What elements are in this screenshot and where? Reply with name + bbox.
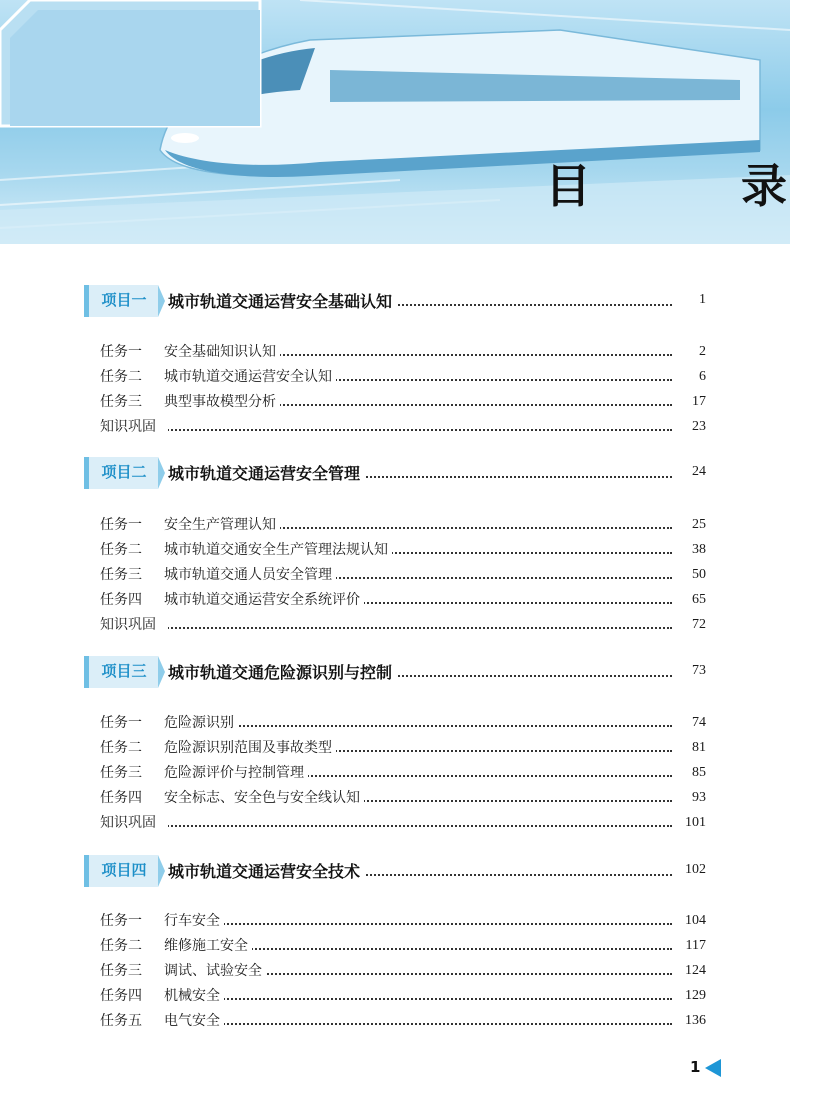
toc-entry[interactable] bbox=[100, 960, 706, 982]
project-title: 城市轨道交通运营安全技术 bbox=[168, 859, 364, 882]
toc-entry[interactable] bbox=[100, 910, 706, 932]
project-badge bbox=[84, 285, 158, 317]
task-number: 任务二 bbox=[100, 740, 142, 756]
page-number: 117 bbox=[674, 935, 706, 957]
toc-entry[interactable] bbox=[100, 614, 706, 636]
toc-entry[interactable] bbox=[100, 935, 706, 957]
task-title: 安全基础知识认知 bbox=[164, 344, 276, 360]
task-number: 任务三 bbox=[100, 963, 142, 979]
toc-entry[interactable] bbox=[100, 341, 706, 363]
toc-entry[interactable] bbox=[100, 564, 706, 586]
task-title: 城市轨道交通运营安全认知 bbox=[164, 369, 332, 385]
leader-dots bbox=[100, 627, 672, 629]
toc-entry[interactable] bbox=[100, 787, 706, 809]
triangle-left-icon bbox=[705, 1059, 721, 1077]
toc-entry[interactable] bbox=[100, 812, 706, 834]
project-heading[interactable] bbox=[84, 656, 704, 690]
page-number: 6 bbox=[674, 366, 706, 388]
task-title: 安全生产管理认知 bbox=[164, 517, 276, 533]
task-title: 电气安全 bbox=[164, 1013, 220, 1029]
task-number: 任务二 bbox=[100, 369, 142, 385]
page-number: 93 bbox=[674, 787, 706, 809]
task-title: 城市轨道交通运营安全系统评价 bbox=[164, 592, 360, 608]
page-number: 74 bbox=[674, 712, 706, 734]
page-number: 25 bbox=[674, 514, 706, 536]
task-title: 维修施工安全 bbox=[164, 938, 248, 954]
page-number: 17 bbox=[674, 391, 706, 413]
task-number: 任务一 bbox=[100, 344, 142, 360]
project-number: 项目二 bbox=[101, 463, 147, 481]
project-title: 城市轨道交通运营安全管理 bbox=[168, 461, 364, 484]
task-number: 任务四 bbox=[100, 988, 142, 1004]
project-heading[interactable] bbox=[84, 457, 704, 491]
page-number: 24 bbox=[674, 464, 706, 480]
task-title: 典型事故模型分析 bbox=[164, 394, 276, 410]
title-panel bbox=[0, 0, 260, 126]
task-number: 任务五 bbox=[100, 1013, 142, 1029]
project-title: 城市轨道交通危险源识别与控制 bbox=[168, 660, 396, 683]
page-number: 2 bbox=[674, 341, 706, 363]
page-title: 目 录 bbox=[545, 159, 839, 213]
task-title: 城市轨道交通安全生产管理法规认知 bbox=[164, 542, 388, 558]
toc-entry[interactable] bbox=[100, 366, 706, 388]
page-number: 72 bbox=[674, 614, 706, 636]
toc-entry[interactable] bbox=[100, 539, 706, 561]
page-number: 136 bbox=[674, 1010, 706, 1032]
toc-entry[interactable] bbox=[100, 391, 706, 413]
task-number: 任务三 bbox=[100, 567, 142, 583]
task-title: 行车安全 bbox=[164, 913, 220, 929]
task-title: 危险源评价与控制管理 bbox=[164, 765, 304, 781]
page-number: 101 bbox=[674, 812, 706, 834]
task-number: 任务一 bbox=[100, 913, 142, 929]
page-number: 1 bbox=[674, 292, 706, 308]
page-number: 102 bbox=[674, 862, 706, 878]
header-banner bbox=[0, 0, 839, 244]
toc-entry[interactable] bbox=[100, 712, 706, 734]
task-title: 机械安全 bbox=[164, 988, 220, 1004]
project-heading[interactable] bbox=[84, 285, 704, 319]
project-heading[interactable] bbox=[84, 855, 704, 889]
project-number: 项目四 bbox=[101, 861, 147, 879]
task-number: 任务三 bbox=[100, 765, 142, 781]
task-title: 城市轨道交通人员安全管理 bbox=[164, 567, 332, 583]
task-title: 危险源识别 bbox=[164, 715, 234, 731]
footer-page-marker bbox=[690, 1058, 730, 1078]
project-title: 城市轨道交通运营安全基础认知 bbox=[168, 289, 396, 312]
page-number: 38 bbox=[674, 539, 706, 561]
task-number: 任务二 bbox=[100, 542, 142, 558]
task-number: 任务一 bbox=[100, 715, 142, 731]
toc-entry[interactable] bbox=[100, 416, 706, 438]
task-title: 安全标志、安全色与安全线认知 bbox=[164, 790, 360, 806]
toc-entry[interactable] bbox=[100, 514, 706, 536]
task-number: 任务四 bbox=[100, 592, 142, 608]
page-number: 50 bbox=[674, 564, 706, 586]
project-badge bbox=[84, 855, 158, 887]
task-number: 知识巩固 bbox=[100, 617, 156, 633]
leader-dots bbox=[100, 825, 672, 827]
page-number: 85 bbox=[674, 762, 706, 784]
task-number: 任务一 bbox=[100, 517, 142, 533]
toc-entry[interactable] bbox=[100, 589, 706, 611]
toc-entry[interactable] bbox=[100, 762, 706, 784]
toc-entry[interactable] bbox=[100, 1010, 706, 1032]
task-number: 任务三 bbox=[100, 394, 142, 410]
page-number: 81 bbox=[674, 737, 706, 759]
task-number: 任务四 bbox=[100, 790, 142, 806]
task-number: 知识巩固 bbox=[100, 815, 156, 831]
project-number: 项目一 bbox=[101, 291, 147, 309]
page-number: 124 bbox=[674, 960, 706, 982]
project-number: 项目三 bbox=[101, 662, 147, 680]
page-number: 104 bbox=[674, 910, 706, 932]
toc-entry[interactable] bbox=[100, 737, 706, 759]
task-number: 任务二 bbox=[100, 938, 142, 954]
page-number: 65 bbox=[674, 589, 706, 611]
leader-dots bbox=[100, 429, 672, 431]
project-badge bbox=[84, 656, 158, 688]
page-number: 129 bbox=[674, 985, 706, 1007]
task-number: 知识巩固 bbox=[100, 419, 156, 435]
footer-page-number: 1 bbox=[690, 1058, 701, 1076]
toc-entry[interactable] bbox=[100, 985, 706, 1007]
task-title: 调试、试验安全 bbox=[164, 963, 262, 979]
page-number: 23 bbox=[674, 416, 706, 438]
task-title: 危险源识别范围及事故类型 bbox=[164, 740, 332, 756]
page-number: 73 bbox=[674, 663, 706, 679]
project-badge bbox=[84, 457, 158, 489]
